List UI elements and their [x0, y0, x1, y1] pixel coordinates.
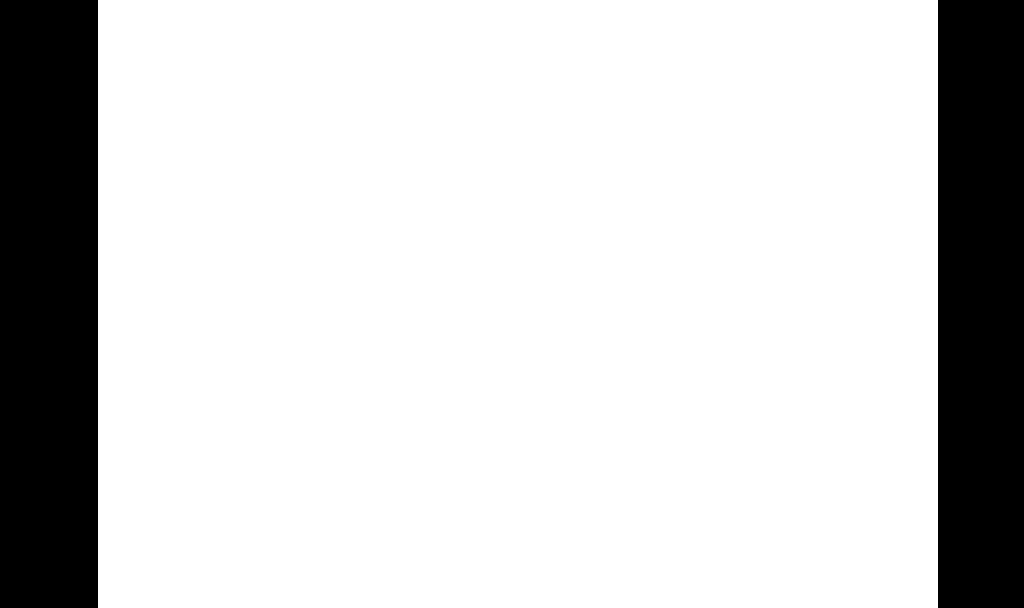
exercise-5-line-1: [140, 375, 146, 395]
exercise-6-line-1: [140, 535, 146, 555]
exercise-5-line-2: [220, 401, 232, 435]
worksheet-page: [98, 0, 938, 608]
